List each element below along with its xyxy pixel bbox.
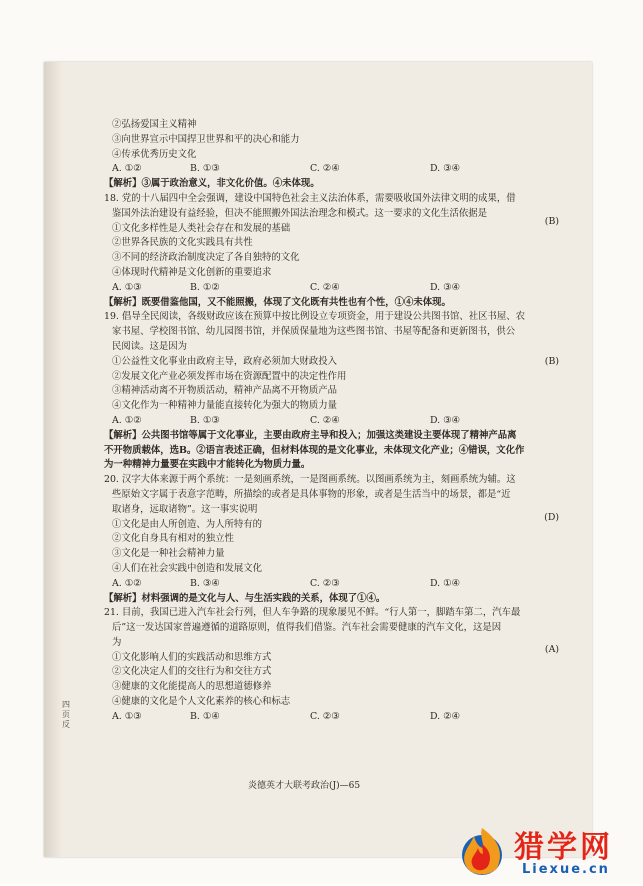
option-d: D. ①④: [430, 577, 460, 589]
statement: ②文化决定人们的交往行为和交往方式: [112, 666, 272, 678]
question-18: [104, 192, 559, 310]
analysis: [104, 177, 559, 192]
statement: ②弘扬爱国主义精神: [112, 119, 197, 130]
option-c: C. ②④: [310, 414, 340, 426]
statement: ③健康的文化能提高人的思想道德修养: [112, 681, 272, 693]
statement: ④文化作为一种精神力量能直接转化为强大的物质力量: [112, 400, 338, 412]
analysis-text: ③属于政治意义，非文化价值。④未体现。: [141, 178, 320, 190]
statement: ①文化多样性是人类社会存在和发展的基础: [112, 222, 291, 234]
statement: ④人们在社会实践中创造和发展文化: [112, 562, 263, 574]
analysis: [104, 296, 559, 311]
question-17-tail: [104, 118, 559, 192]
logo-url: Liexue.cn: [522, 862, 610, 877]
analysis-tag: 【解析】: [104, 296, 142, 308]
statement: ④传承优秀历史文化: [112, 148, 197, 160]
option-d: D. ③④: [430, 281, 460, 293]
statement: ①文化影响人们的实践活动和思维方式: [112, 651, 272, 663]
question-stem: 20. 汉字大体来源于两个系统：一是刻画系统，一是图画系统。以图画系统为主，刻画系统为辅。这: [104, 474, 516, 486]
option-d: D. ③④: [430, 163, 460, 175]
answer-key: (A): [544, 643, 559, 655]
statement: ②世界各民族的文化实践具有共性: [112, 237, 253, 249]
question-stem: 为: [112, 636, 122, 648]
statement: ④体现时代精神是文化创新的重要追求: [112, 266, 272, 278]
analysis-tag: 【解析】: [104, 592, 142, 604]
question-stem: 取诸身，远取诸物”。这一事实说明: [112, 503, 258, 515]
option-a: A. ①②: [112, 414, 142, 426]
options-row: [104, 281, 559, 296]
option-b: B. ①③: [190, 163, 220, 175]
statement: ②发展文化产业必须发挥市场在资源配置中的决定性作用: [112, 370, 347, 382]
question-stem: 些原始文字属于表意字范畴，所描绘的或者是具体事物的形象，或者是生活当中的场景，都是“近: [112, 488, 511, 500]
statement: ①公益性文化事业由政府主导，政府必须加大财政投入: [112, 355, 338, 367]
option-b: B. ①④: [190, 710, 220, 722]
option-c: C. ②③: [310, 710, 340, 722]
statement: ④健康的文化是个人文化素养的核心和标志: [112, 696, 291, 708]
stem-row: [104, 636, 559, 655]
option-b: B. ①②: [190, 281, 220, 293]
option-c: C. ②④: [310, 163, 340, 175]
answer-key: (B): [544, 215, 559, 227]
analysis-text: 既要借鉴他国，又不能照搬，体现了文化既有共性也有个性，①④未体现。: [141, 296, 451, 308]
question-stem: 21. 目前，我国已进入汽车社会行列，但人车争路的现象屡见不鲜。“行人第一，脚踏车第二，汽车最: [104, 607, 521, 619]
flame-logo-icon: [452, 822, 514, 882]
analysis: [104, 592, 559, 607]
question-19: [104, 310, 559, 473]
option-c: C. ②④: [310, 281, 340, 293]
option-b: B. ①③: [190, 414, 220, 426]
statement-row: [104, 511, 559, 533]
paper-binding-shadow: [44, 62, 62, 857]
option-a: A. ①②: [112, 577, 142, 589]
analysis-text: 不开物质载体，选B。②语言表述正确，但材料体现的是文化事业，未体现文化产业；④错误，文化作: [104, 444, 525, 456]
page-content: [104, 118, 559, 725]
options-row: [104, 162, 559, 177]
question-stem: 19. 倡导全民阅读，各级财政应该在预算中按比例设立专项资金，用于建设公共图书馆、社区书屋、农: [104, 311, 526, 323]
answer-key: (D): [544, 511, 559, 523]
question-21: [104, 606, 559, 724]
page-footer: 炎德英才大联考政治(J)—65: [248, 781, 361, 791]
statement-row: [104, 355, 559, 370]
question-stem: 18. 党的十八届四中全会强调，建设中国特色社会主义法治体系，需要吸收国外法律文明的成果，借: [104, 192, 516, 204]
option-d: D. ③④: [430, 414, 460, 426]
question-stem: 鉴国外法治建设有益经验，但决不能照搬外国法治理念和模式。这一要求的文化生活依据是: [112, 207, 488, 219]
statement: ③精神活动离不开物质活动，精神产品离不开物质产品: [112, 385, 338, 397]
statement: ③文化是一种社会精神力量: [112, 548, 225, 560]
option-d: D. ②④: [430, 710, 460, 722]
question-stem: 后”这一发达国家普遍遵循的道路原则，值得我们借鉴。汽车社会需要健康的汽车文化，这是因: [112, 622, 502, 634]
question-20: [104, 473, 559, 606]
analysis-text: 公共图书馆等属于文化事业，主要由政府主导和投入；加强这类建设主要体现了精神产品离: [141, 429, 517, 441]
analysis-text: 材料强调的是文化与人、与生活实践的关系，体现了①④。: [141, 592, 386, 604]
option-a: A. ①③: [112, 710, 142, 722]
side-margin-mark: 四页反: [62, 700, 70, 729]
option-a: A. ①③: [112, 281, 142, 293]
analysis-tag: 【解析】: [104, 429, 142, 441]
site-logo: [452, 822, 638, 882]
analysis: [104, 429, 559, 444]
options-row: [104, 414, 559, 429]
statement: ③向世界宣示中国捍卫世界和平的决心和能力: [112, 133, 300, 145]
statement-row: [104, 215, 559, 237]
options-row: [104, 577, 559, 592]
option-b: B. ③④: [190, 577, 220, 589]
statement: ③不同的经济政治制度决定了各自独特的文化: [112, 252, 300, 264]
analysis-text: 为一种精神力量要在实践中才能转化为物质力量。: [104, 459, 311, 471]
logo-name: 猎学网: [514, 830, 613, 865]
question-stem: 民阅读。这是因为: [112, 340, 188, 352]
options-row: [104, 710, 559, 725]
answer-key: (B): [544, 355, 559, 367]
statement: ①文化是由人所创造、为人所特有的: [112, 518, 263, 530]
question-stem: 家书屋、学校图书馆、幼儿园图书馆，并保质保量地为这些图书馆、书屋等配备和更新图书，供公: [112, 326, 516, 338]
option-c: C. ②③: [310, 577, 340, 589]
statement: ②文化自身具有相对的独立性: [112, 533, 234, 545]
option-a: A. ①②: [112, 163, 142, 175]
analysis-tag: 【解析】: [104, 178, 142, 190]
